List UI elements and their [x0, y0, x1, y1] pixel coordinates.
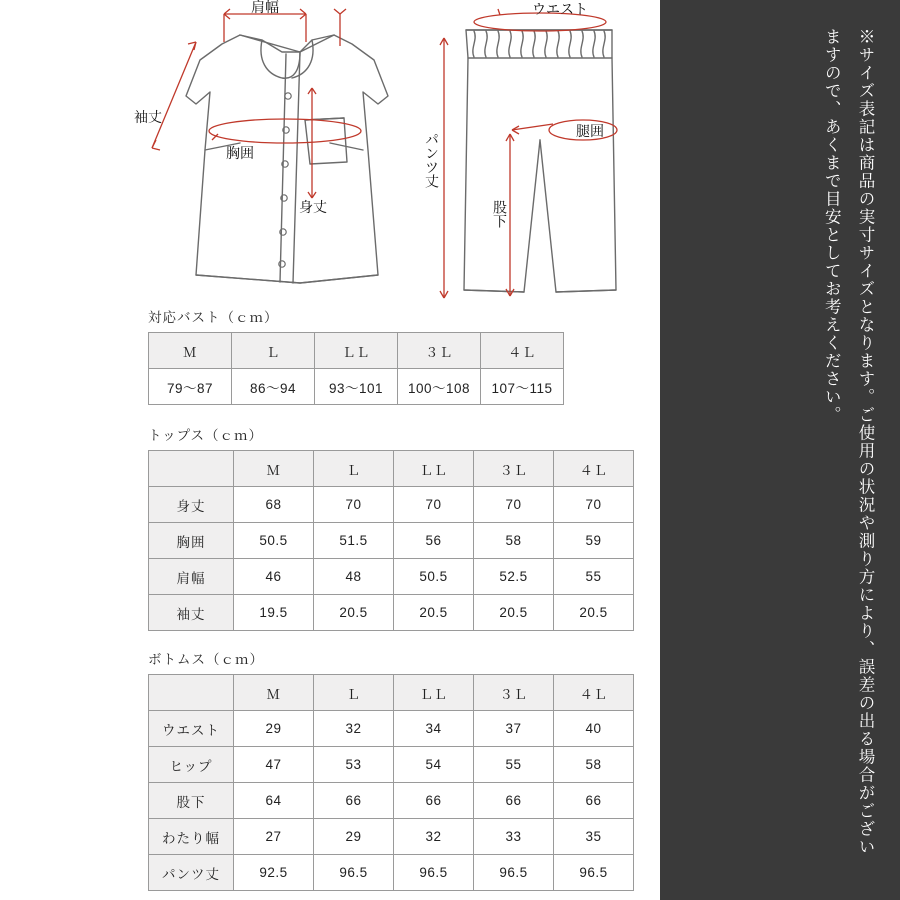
table-row: [149, 675, 634, 711]
bottoms-waist-4l: 40: [554, 711, 634, 747]
bottoms-col-header-3l: ３Ｌ: [474, 675, 554, 711]
bottoms-hip-ll: 54: [394, 747, 474, 783]
bottoms-pants-length-3l: 96.5: [474, 855, 554, 891]
tops-shoulder-m: 46: [234, 559, 314, 595]
bust-value-4l: 107〜115: [481, 369, 564, 405]
tops-row-label-sleeve: 袖丈: [149, 595, 234, 631]
garment-illustration: [0, 0, 660, 305]
tops-sleeve-4l: 20.5: [554, 595, 634, 631]
bottoms-inseam-m: 64: [234, 783, 314, 819]
table-row: [149, 487, 634, 523]
table-row: [149, 559, 634, 595]
bottoms-row-label-waist: ウエスト: [149, 711, 234, 747]
label-thigh: 腿囲: [576, 123, 604, 139]
label-length: 身丈: [299, 199, 327, 215]
bottoms-pants-length-4l: 96.5: [554, 855, 634, 891]
tops-sleeve-m: 19.5: [234, 595, 314, 631]
table-row: [149, 369, 564, 405]
bust-value-ll: 93〜101: [315, 369, 398, 405]
table-row: [149, 855, 634, 891]
table-row: [149, 523, 634, 559]
bottoms-pants-length-l: 96.5: [314, 855, 394, 891]
bottoms-row-label-inseam: 股下: [149, 783, 234, 819]
bottoms-waist-3l: 37: [474, 711, 554, 747]
bottoms-col-header-4l: ４Ｌ: [554, 675, 634, 711]
label-waist: ウエスト: [532, 1, 588, 17]
bottoms-pants-length-ll: 96.5: [394, 855, 474, 891]
tops-sleeve-ll: 20.5: [394, 595, 474, 631]
bottoms-row-label-pants-length: パンツ丈: [149, 855, 234, 891]
tops-row-label-shoulder: 肩幅: [149, 559, 234, 595]
bust-table-caption: 対応バスト（ｃｍ）: [148, 310, 279, 325]
tops-col-header-3l: ３Ｌ: [474, 451, 554, 487]
bottoms-table: [148, 674, 634, 891]
table-row: [149, 783, 634, 819]
bust-table: [148, 332, 564, 405]
bust-col-header-4l: ４Ｌ: [481, 333, 564, 369]
bottoms-pants-length-m: 92.5: [234, 855, 314, 891]
bottoms-inseam-l: 66: [314, 783, 394, 819]
note-text: ※サイズ表記は商品の実寸サイズとなります。ご使用の状況や測り方により、誤差の出る場合がございますので、あくまで目安としてお考えください。: [822, 28, 875, 856]
tops-length-l: 70: [314, 487, 394, 523]
label-sleeve: 袖丈: [134, 109, 162, 125]
tops-shoulder-4l: 55: [554, 559, 634, 595]
tops-shoulder-l: 48: [314, 559, 394, 595]
bottoms-row-label-hip: ヒップ: [149, 747, 234, 783]
tops-shoulder-3l: 52.5: [474, 559, 554, 595]
bust-col-header-m: Ｍ: [149, 333, 232, 369]
bottoms-col-header-m: Ｍ: [234, 675, 314, 711]
bottoms-hip-m: 47: [234, 747, 314, 783]
bust-value-3l: 100〜108: [398, 369, 481, 405]
tops-table-block: [148, 424, 634, 631]
bust-col-header-l: Ｌ: [232, 333, 315, 369]
bottoms-thigh-width-l: 29: [314, 819, 394, 855]
tops-bust-4l: 59: [554, 523, 634, 559]
label-bust: 胸囲: [226, 145, 254, 161]
table-row: [149, 333, 564, 369]
bottoms-thigh-width-ll: 32: [394, 819, 474, 855]
tops-row-label-bust: 胸囲: [149, 523, 234, 559]
bottoms-table-caption: ボトムス（ｃｍ）: [148, 652, 264, 667]
tops-col-header-4l: ４Ｌ: [554, 451, 634, 487]
tops-length-4l: 70: [554, 487, 634, 523]
tops-bust-l: 51.5: [314, 523, 394, 559]
bottoms-thigh-width-3l: 33: [474, 819, 554, 855]
tops-col-header-l: Ｌ: [314, 451, 394, 487]
tops-table: [148, 450, 634, 631]
tops-length-ll: 70: [394, 487, 474, 523]
bottoms-thigh-width-4l: 35: [554, 819, 634, 855]
tops-sleeve-3l: 20.5: [474, 595, 554, 631]
bottoms-table-block: [148, 648, 634, 891]
bottoms-inseam-ll: 66: [394, 783, 474, 819]
bottoms-hip-3l: 55: [474, 747, 554, 783]
bust-value-m: 79〜87: [149, 369, 232, 405]
tops-sleeve-l: 20.5: [314, 595, 394, 631]
bottoms-row-label-thigh-width: わたり幅: [149, 819, 234, 855]
tops-col-header-m: Ｍ: [234, 451, 314, 487]
note-panel: [660, 0, 900, 900]
tops-bust-ll: 56: [394, 523, 474, 559]
tops-col-header-ll: ＬＬ: [394, 451, 474, 487]
bottoms-col-header-l: Ｌ: [314, 675, 394, 711]
label-shoulder: 肩幅: [251, 0, 279, 15]
table-row: [149, 747, 634, 783]
bottoms-inseam-4l: 66: [554, 783, 634, 819]
label-pants-length: パンツ丈: [424, 132, 440, 188]
bust-table-block: [148, 306, 564, 405]
tops-shoulder-ll: 50.5: [394, 559, 474, 595]
bottoms-corner-cell: [149, 675, 234, 711]
tops-corner-cell: [149, 451, 234, 487]
bottoms-waist-m: 29: [234, 711, 314, 747]
table-row: [149, 711, 634, 747]
tops-bust-m: 50.5: [234, 523, 314, 559]
bottoms-hip-l: 53: [314, 747, 394, 783]
bottoms-waist-l: 32: [314, 711, 394, 747]
bust-col-header-ll: ＬＬ: [315, 333, 398, 369]
tops-length-3l: 70: [474, 487, 554, 523]
bottoms-inseam-3l: 66: [474, 783, 554, 819]
label-inseam: 股下: [492, 200, 508, 228]
bust-col-header-3l: ３Ｌ: [398, 333, 481, 369]
bust-value-l: 86〜94: [232, 369, 315, 405]
tops-bust-3l: 58: [474, 523, 554, 559]
tops-table-caption: トップス（ｃｍ）: [148, 428, 264, 443]
table-row: [149, 451, 634, 487]
tops-length-m: 68: [234, 487, 314, 523]
bottoms-col-header-ll: ＬＬ: [394, 675, 474, 711]
tops-row-label-length: 身丈: [149, 487, 234, 523]
bottoms-waist-ll: 34: [394, 711, 474, 747]
bottoms-thigh-width-m: 27: [234, 819, 314, 855]
bottoms-hip-4l: 58: [554, 747, 634, 783]
table-row: [149, 819, 634, 855]
table-row: [149, 595, 634, 631]
